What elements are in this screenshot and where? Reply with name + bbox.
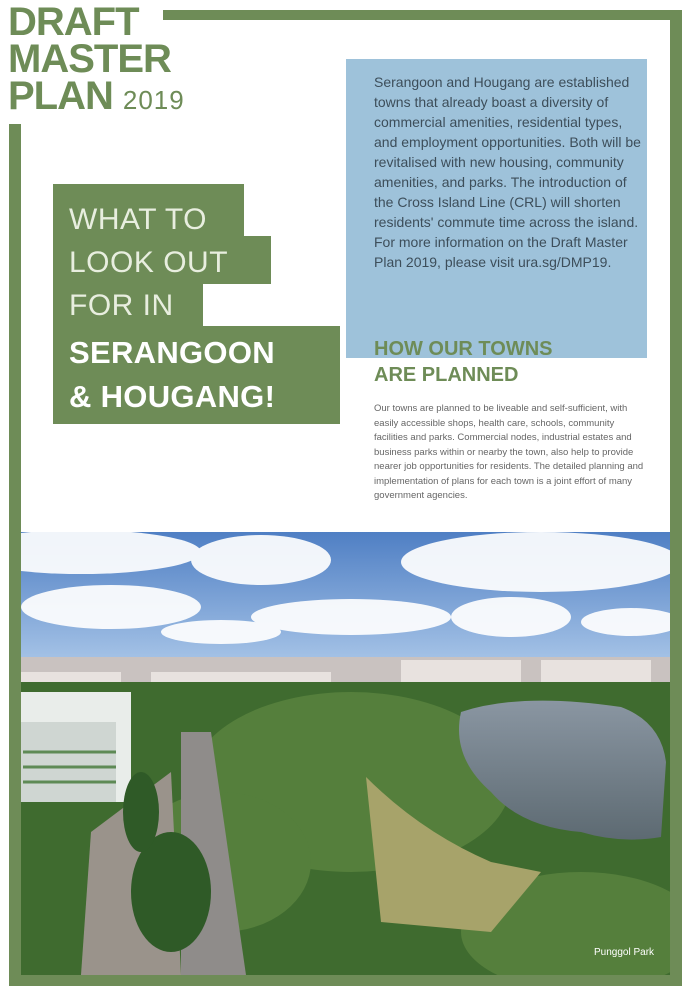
- frame-bottom-bar: [9, 975, 682, 986]
- section-title-line-2: ARE PLANNED: [374, 364, 519, 386]
- main-heading: [69, 198, 275, 419]
- heading-line-3: FOR IN: [69, 289, 174, 322]
- frame-top-bar: [163, 10, 682, 20]
- punggol-park-photo: [21, 532, 670, 975]
- logo-year: 2019: [122, 85, 185, 115]
- heading-line-5: & HOUGANG!: [69, 379, 276, 414]
- photo-caption: Punggol Park: [594, 947, 655, 958]
- logo-line-2: MASTER: [8, 37, 171, 81]
- heading-line-2: LOOK OUT: [69, 246, 229, 279]
- section-title-line-1: HOW OUR TOWNS: [374, 338, 553, 360]
- logo-line-3: [8, 74, 185, 119]
- intro-text: Serangoon and Hougang are established towns that already boast a diversity of commercial amenities, residential types, and employment opportunities. Both will be revitalised with new housing, community amenities, and parks. The introduction of the Cross Island Line (CRL) will shorten residents' commute time across the island. For more information on the Draft Master Plan 2019, please visit ura.sg/DMP19.: [374, 74, 641, 270]
- logo-plan: PLAN: [8, 74, 113, 118]
- heading-line-1: WHAT TO: [69, 203, 207, 236]
- logo-line-1: DRAFT: [8, 0, 139, 44]
- frame-right-bar: [670, 10, 682, 986]
- frame-left-bar: [9, 124, 21, 986]
- draft-master-plan-logo: [8, 0, 185, 119]
- section-body: Our towns are planned to be liveable and self-sufficient, with easily accessible shops, health care, schools, community facilities and parks. Commercial nodes, industrial estates and business parks within or nearby the town, also help to provide nearer job opportunities for residents. The detailed planning and implementation of plans for each town is a joint effort of many government agencies.: [374, 403, 644, 501]
- section-title: [374, 336, 553, 388]
- heading-line-4: SERANGOON: [69, 335, 275, 370]
